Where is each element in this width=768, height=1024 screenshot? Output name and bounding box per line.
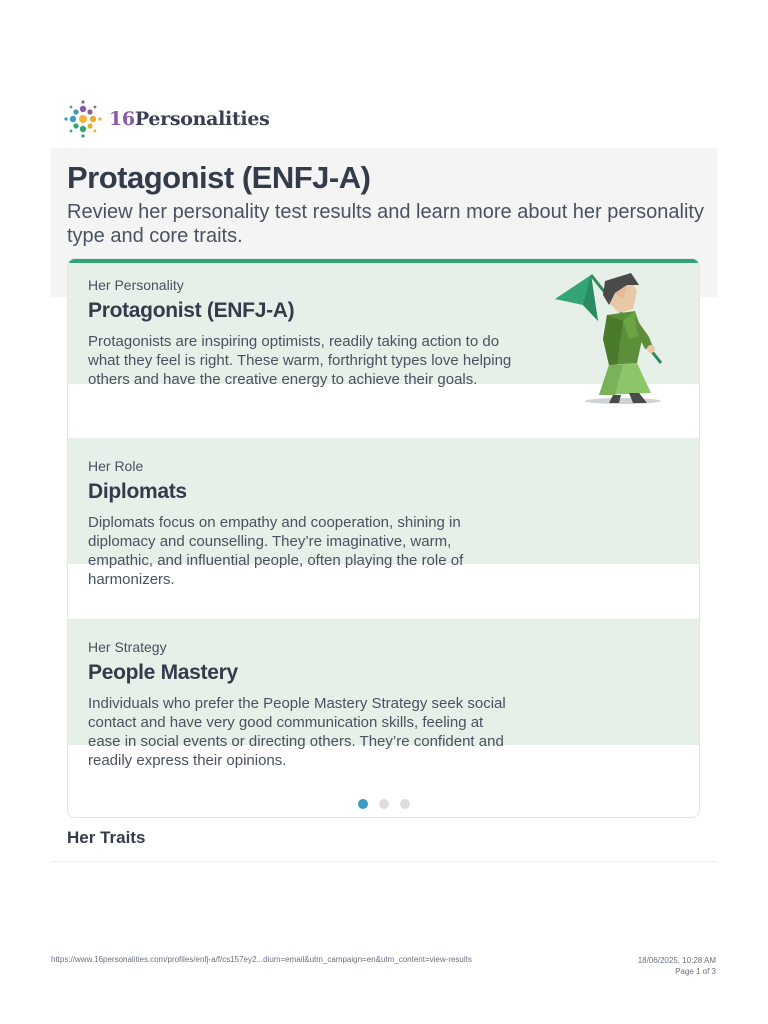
traits-divider [51,861,717,862]
footer-date: 18/06/2025, 10:28 AM [637,956,716,965]
carousel-pagination [358,799,410,809]
page-title: Protagonist (ENFJ-A) [67,160,371,195]
section-personality-label: Her Personality [88,277,184,293]
brand-name [109,108,270,130]
carousel-dot-1[interactable] [358,799,368,809]
carousel-dot-2[interactable] [379,799,389,809]
traits-heading: Her Traits [67,828,146,847]
brand-number: 16 [109,108,135,130]
protagonist-flag-figure-icon [553,269,678,409]
section-personality-description: Protagonists are inspiring optimists, readily taking action to do what they feel is right. These warm, forthright types love helping others and have the creative energy to achieve their goals. [88,333,512,388]
section-strategy-label: Her Strategy [88,639,167,655]
carousel-dot-3[interactable] [400,799,410,809]
section-personality-title: Protagonist (ENFJ-A) [88,299,295,322]
personality-card [67,258,700,818]
section-role-title: Diplomats [88,480,187,503]
flower-dots-icon [63,99,103,139]
footer-url: https://www.16personalities.com/profiles/enfj-a/f/cs157ey2...dium=email&utm_campaign=en&utm_content=view-results [51,955,472,964]
section-role-description: Diplomats focus on empathy and cooperation, shining in diplomacy and counselling. They’re imaginative, warm, empathic, and influential people, often playing the role of harmonizers. [88,514,464,588]
section-strategy-description: Individuals who prefer the People Mastery Strategy seek social contact and have very good communication skills, feeling at ease in social events or directing others. They’re confident and readily express their opinions. [88,695,506,769]
page-subtitle: Review her personality test results and learn more about her personality type and core traits. [67,201,704,247]
brand-logo[interactable] [63,99,270,139]
brand-word: Personalities [134,108,270,130]
section-strategy-title: People Mastery [88,661,238,684]
section-role-label: Her Role [88,458,144,474]
footer-meta [638,955,716,977]
footer-page-number: Page 1 of 3 [675,967,716,976]
